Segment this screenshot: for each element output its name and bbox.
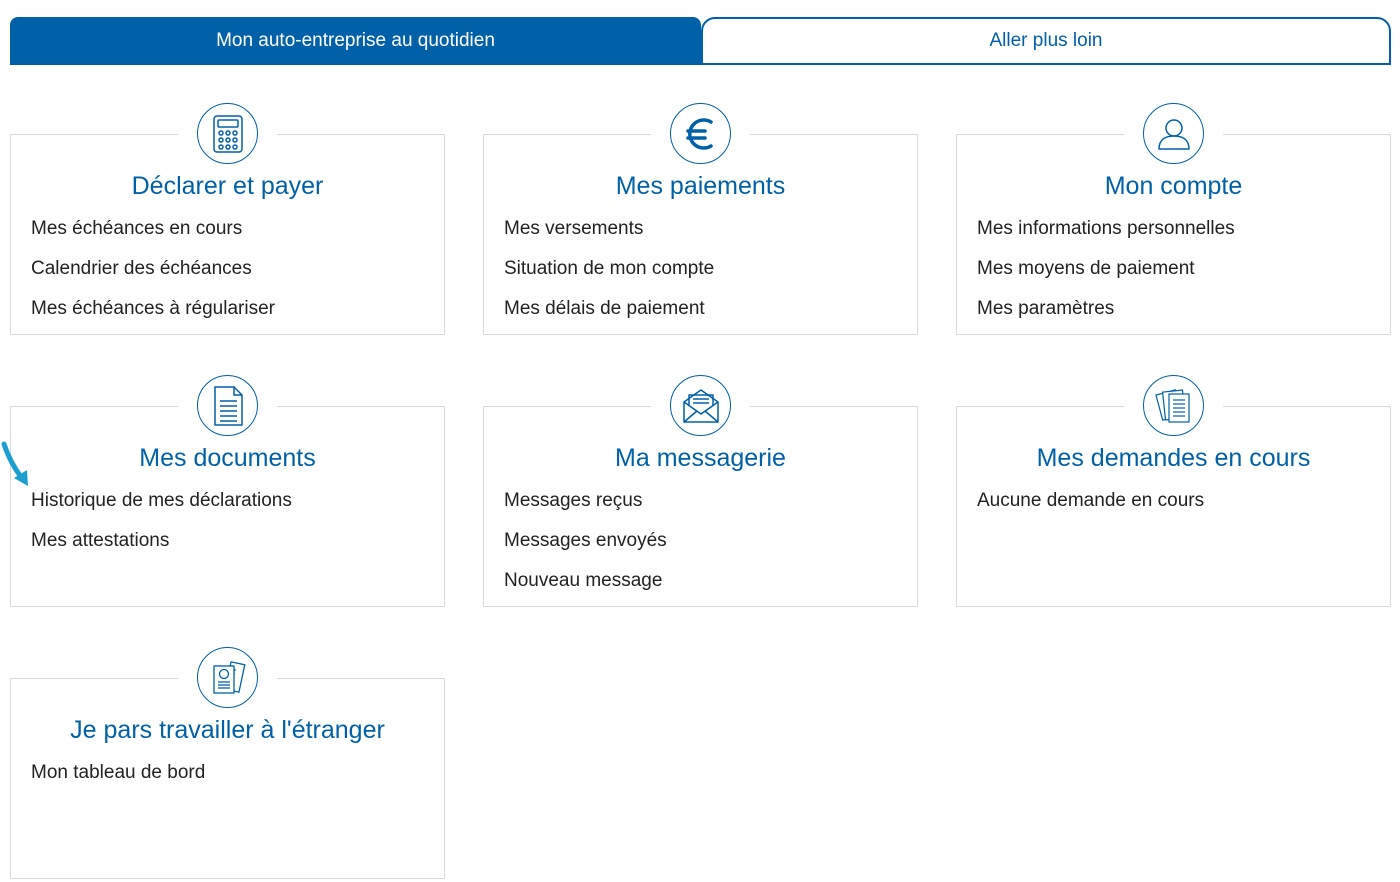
link-mes-echeances-en-cours[interactable]: Mes échéances en cours xyxy=(31,218,243,239)
link-mes-informations-personnelles[interactable]: Mes informations personnelles xyxy=(977,218,1235,239)
card-mes-documents xyxy=(10,406,445,607)
card-title[interactable]: Je pars travailler à l'étranger xyxy=(70,716,385,744)
link-aucune-demande-en-cours: Aucune demande en cours xyxy=(977,490,1205,511)
tab-aller-plus-loin[interactable]: Aller plus loin xyxy=(701,17,1391,65)
card-ma-messagerie xyxy=(483,406,918,607)
link-messages-envoyes[interactable]: Messages envoyés xyxy=(504,530,667,551)
link-situation-de-mon-compte[interactable]: Situation de mon compte xyxy=(504,258,715,279)
link-mon-tableau-de-bord[interactable]: Mon tableau de bord xyxy=(31,762,206,783)
pointer-arrow-icon xyxy=(0,440,34,490)
card-title[interactable]: Ma messagerie xyxy=(615,444,786,472)
link-mes-parametres[interactable]: Mes paramètres xyxy=(977,298,1115,319)
link-mes-moyens-de-paiement[interactable]: Mes moyens de paiement xyxy=(977,258,1195,279)
card-title[interactable]: Déclarer et payer xyxy=(131,172,324,200)
link-calendrier-des-echeances[interactable]: Calendrier des échéances xyxy=(31,258,252,279)
tab-mon-auto-entreprise[interactable]: Mon auto-entreprise au quotidien xyxy=(10,17,701,65)
link-nouveau-message[interactable]: Nouveau message xyxy=(504,570,663,591)
euro-icon xyxy=(670,103,731,164)
calculator-icon xyxy=(197,103,258,164)
link-mes-attestations[interactable]: Mes attestations xyxy=(31,530,170,551)
card-mes-demandes-en-cours xyxy=(956,406,1391,607)
envelope-icon xyxy=(670,375,731,436)
link-messages-recus[interactable]: Messages reçus xyxy=(504,490,643,511)
link-mes-delais-de-paiement[interactable]: Mes délais de paiement xyxy=(504,298,705,319)
card-title[interactable]: Mes documents xyxy=(139,444,316,472)
passport-icon xyxy=(197,647,258,708)
user-icon xyxy=(1143,103,1204,164)
card-mon-compte xyxy=(956,134,1391,335)
document-icon xyxy=(197,375,258,436)
card-declarer-et-payer xyxy=(10,134,445,335)
stacked-documents-icon xyxy=(1143,375,1204,436)
card-title[interactable]: Mes paiements xyxy=(615,172,786,200)
link-mes-versements[interactable]: Mes versements xyxy=(504,218,644,239)
card-title[interactable]: Mon compte xyxy=(1104,172,1243,200)
tab-bar xyxy=(10,17,1391,65)
card-je-pars-travailler-a-letranger xyxy=(10,678,445,879)
card-mes-paiements xyxy=(483,134,918,335)
link-historique-de-mes-declarations[interactable]: Historique de mes déclarations xyxy=(31,490,292,511)
link-mes-echeances-a-regulariser[interactable]: Mes échéances à régulariser xyxy=(31,298,275,319)
card-title[interactable]: Mes demandes en cours xyxy=(1036,444,1311,472)
